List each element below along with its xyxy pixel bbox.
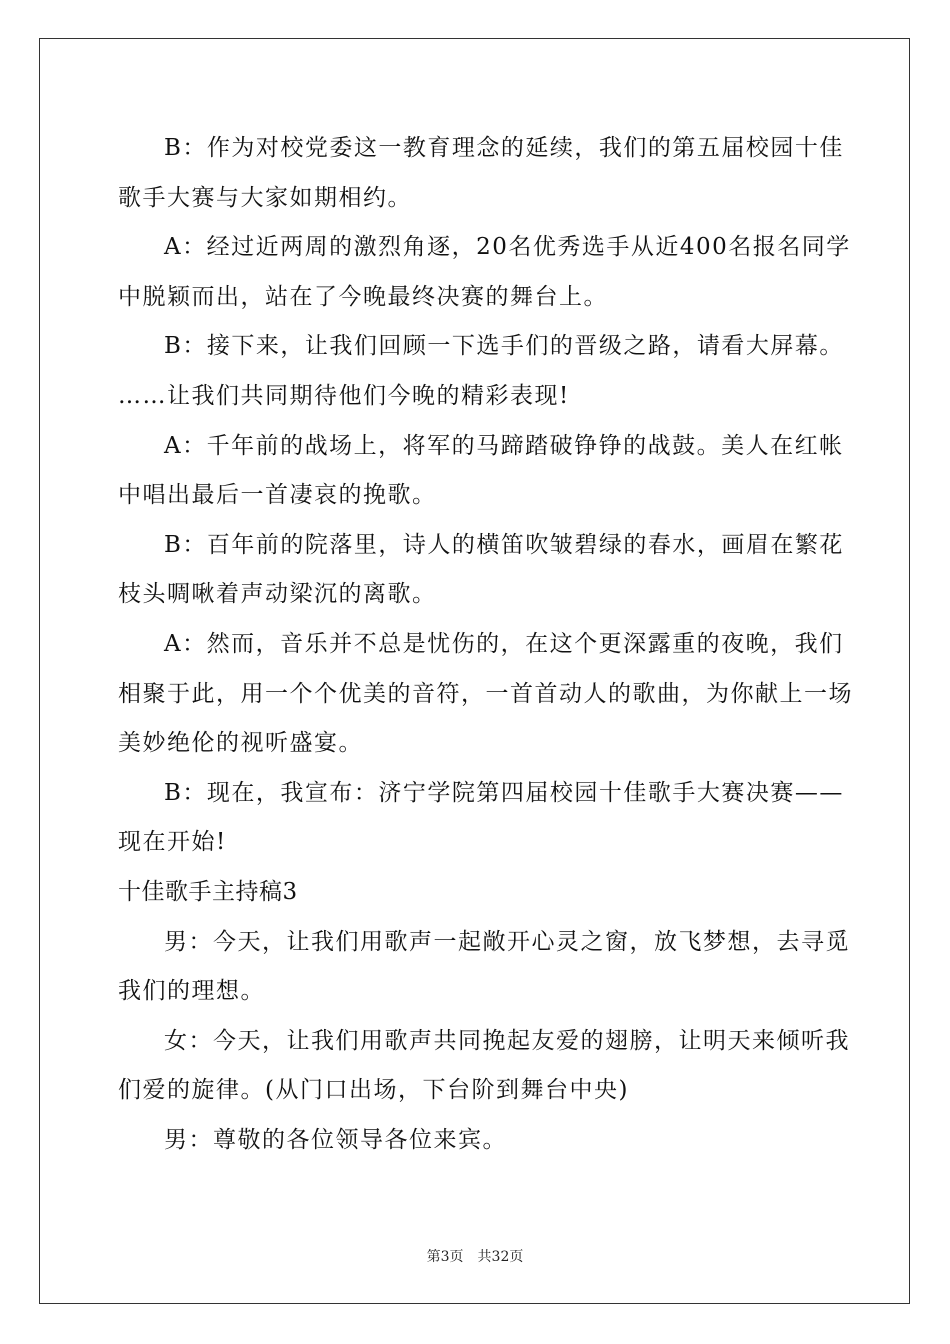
text-line: 中脱颖而出，站在了今晚最终决赛的舞台上。 bbox=[118, 283, 608, 310]
text-line: 枝头啁啾着声动梁沉的离歌。 bbox=[118, 581, 437, 608]
text-line: 相聚于此，用一个个优美的音符，一首首动人的歌曲，为你献上一场 bbox=[118, 680, 853, 707]
text-line: 现在开始! bbox=[118, 829, 227, 856]
text-line: A：千年前的战场上，将军的马蹄踏破铮铮的战鼓。美人在红帐 bbox=[164, 432, 844, 459]
text-line: 们爱的旋律。(从门口出场，下台阶到舞台中央) bbox=[118, 1077, 629, 1104]
page-number-current: 第3页 bbox=[426, 1249, 464, 1265]
text-line: 美妙绝伦的视听盛宴。 bbox=[118, 730, 363, 757]
text-line: 我们的理想。 bbox=[118, 978, 265, 1005]
text-line: 歌手大赛与大家如期相约。 bbox=[118, 184, 412, 211]
text-line: B：作为对校党委这一教育理念的延续，我们的第五届校园十佳 bbox=[164, 135, 844, 161]
text-line: B：接下来，让我们回顾一下选手们的晋级之路，请看大屏幕。 bbox=[164, 333, 844, 360]
text-line: B：百年前的院落里，诗人的横笛吹皱碧绿的春水，画眉在繁花 bbox=[164, 531, 844, 558]
text-line: 男：今天，让我们用歌声一起敞开心灵之窗，放飞梦想，去寻觅 bbox=[164, 928, 850, 955]
section-heading: 十佳歌手主持稿3 bbox=[118, 878, 298, 905]
page-number-total: 共32页 bbox=[477, 1249, 524, 1265]
text-line: 男：尊敬的各位领导各位来宾。 bbox=[164, 1126, 507, 1153]
text-line: B：现在，我宣布：济宁学院第四届校园十佳歌手大赛决赛—— bbox=[164, 779, 844, 806]
text-line: A：经过近两周的激烈角逐，20名优秀选手从近400名报名同学 bbox=[164, 234, 851, 261]
text-line: 中唱出最后一首凄哀的挽歌。 bbox=[118, 482, 437, 509]
text-line: 女：今天，让我们用歌声共同挽起友爱的翅膀，让明天来倾听我 bbox=[164, 1027, 850, 1054]
text-line: A：然而，音乐并不总是忧伤的，在这个更深露重的夜晚，我们 bbox=[164, 630, 844, 657]
document-body bbox=[118, 124, 853, 1165]
text-line: ……让我们共同期待他们今晚的精彩表现! bbox=[118, 382, 570, 409]
page-footer bbox=[0, 1246, 950, 1266]
